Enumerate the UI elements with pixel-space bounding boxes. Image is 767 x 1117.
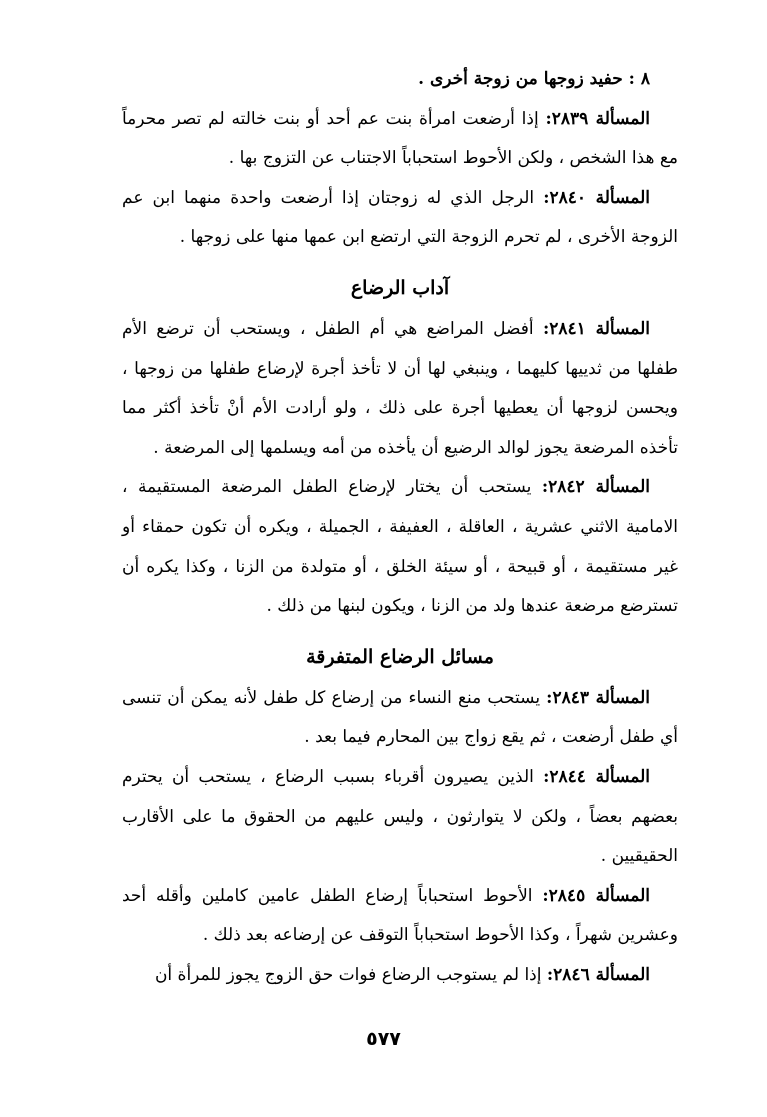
issue-paragraph bbox=[122, 100, 678, 179]
issue-paragraph bbox=[122, 468, 678, 626]
issue-paragraph bbox=[122, 877, 678, 956]
issue-text: يستحب أن يختار لإرضاع الطفل المرضعة المستقيمة ، الامامية الاثني عشرية ، العاقلة ، العفيفة ، الجميلة ، ويكره أن تكون حمقاء أو غير مستقيمة ، أو قبيحة ، أو سيئة الخلق ، أو متولدة من الزنا ، وكذا يكره أن تسترضع مرضعة عندها ولد من الزنا ، ويكون لبنها من ذلك . bbox=[122, 477, 678, 617]
issue-paragraph bbox=[122, 758, 678, 877]
issue-number: المسألة ٢٨٤٦: bbox=[546, 964, 650, 985]
issue-number: المسألة ٢٨٤٢: bbox=[541, 477, 651, 498]
page-number: ٥٧٧ bbox=[366, 1028, 401, 1050]
section-title: مسائل الرضاع المتفرقة bbox=[306, 645, 494, 668]
issue-text: الذين يصيرون أقرباء بسبب الرضاع ، يستحب أن يحترم بعضهم بعضاً ، ولكن لا يتوارثون ، وليس عليهم من الحقوق ما على الأقارب الحقيقيين . bbox=[122, 766, 678, 867]
issue-number: المسألة ٢٨٤٤: bbox=[543, 766, 650, 787]
issue-text: أفضل المراضع هي أم الطفل ، ويستحب أن ترضع الأم طفلها من ثدييها كليهما ، وينبغي لها أن لا تأخذ أجرة لإرضاع طفلها من زوجها ، ويحسن لزوجها أن يعطيها أجرة على ذلك ، ولو أرادت الأم أنْ تأخذ أكثر مما تأخذه المرضعة يجوز لوالد الرضيع أن يأخذه من أمه ويسلمها إلى المرضعة . bbox=[122, 318, 678, 458]
issue-text: الأحوط استحباباً إرضاع الطفل عامين كاملين وأقله أحد وعشرين شهراً ، وكذا الأحوط استحباباً التوقف عن إرضاعه بعد ذلك . bbox=[122, 885, 678, 946]
issue-number: المسألة ٢٨٤٣: bbox=[546, 687, 650, 708]
page-body bbox=[122, 60, 678, 995]
issue-text: يستحب منع النساء من إرضاع كل طفل لأنه يمكن أن تنسى أي طفل أرضعت ، ثم يقع زواج بين المحارم فيما بعد . bbox=[122, 687, 678, 748]
issue-paragraph bbox=[122, 679, 678, 758]
section-title: آداب الرضاع bbox=[350, 276, 450, 299]
issue-number: المسألة ٢٨٤٥: bbox=[542, 885, 650, 906]
item-line-8: ٨ : حفيد زوجها من زوجة أخرى . bbox=[418, 69, 650, 89]
issue-text: إذا أرضعت امرأة بنت عم أحد أو بنت خالته لم تصر محرماً مع هذا الشخص ، ولكن الأحوط استحباباً الاجتناب عن التزوج بها . bbox=[122, 108, 678, 169]
issue-number: المسألة ٢٨٣٩: bbox=[545, 108, 650, 129]
issue-paragraph bbox=[122, 179, 678, 258]
issue-paragraph bbox=[122, 956, 678, 996]
issue-text: إذا لم يستوجب الرضاع فوات حق الزوج يجوز للمرأة أن bbox=[154, 964, 547, 985]
issue-paragraph bbox=[122, 310, 678, 468]
issue-text: الرجل الذي له زوجتان إذا أرضعت واحدة منهما ابن عم الزوجة الأخرى ، لم تحرم الزوجة التي ارتضع ابن عمها منها على زوجها . bbox=[122, 187, 678, 248]
list-item bbox=[122, 60, 678, 100]
issue-number: المسألة ٢٨٤٠: bbox=[543, 187, 650, 208]
issue-number: المسألة ٢٨٤١: bbox=[542, 318, 650, 339]
